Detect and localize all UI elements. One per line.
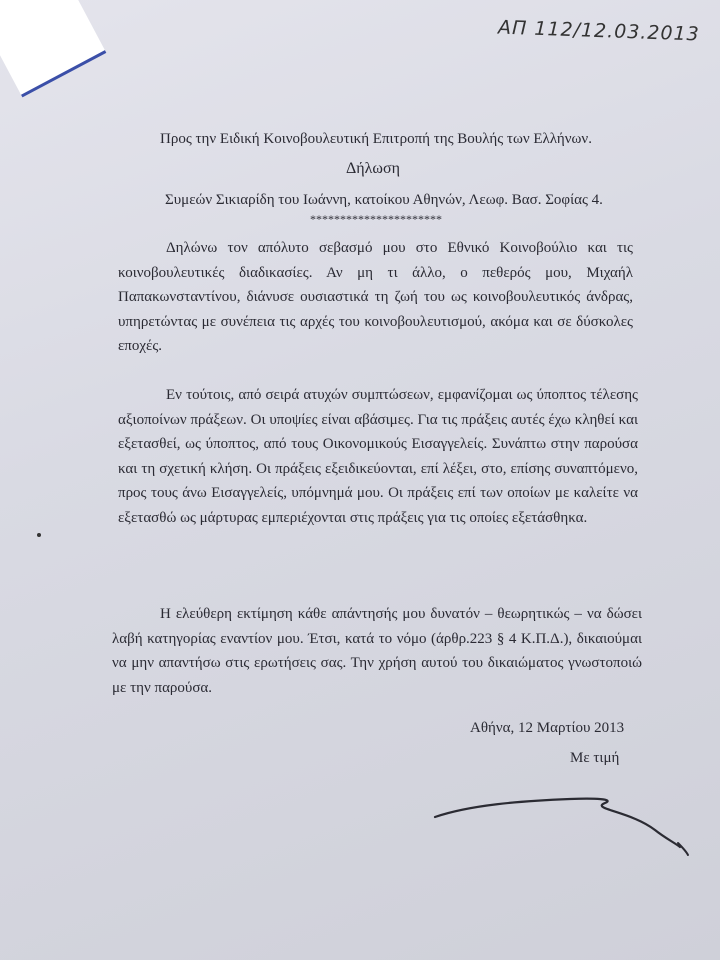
closing-greeting: Με τιμή (570, 750, 620, 766)
paragraph-2 (118, 383, 638, 530)
signature (430, 785, 700, 865)
paragraph-2-text: Εν τούτοις, από σειρά ατυχών συμπτώσεων, εμφανίζομαι ως ύποπτος τέλεσης αξιοποίνων πράξεων. Οι υποψίες είναι αβάσιμες. Για τις πράξεις αυτές έχω κληθεί και εξετασθεί, ως ύποπτος, από τους Οικονομικούς Εισαγγελείς. Συνάπτω στην παρούσα και τη σχετική κλήση. Οι πράξεις εξειδικεύονται, επί λέξει, στο, επίσης συναπτόμενο, προς τους άνω Εισαγγελείς, υπόμνημά μου. Οι πράξεις επί των οποίων με καλείτε να εξετασθώ ως μάρτυρας εμπεριέχονται στις πράξεις για τις οποίες εξετάσθηκα. (118, 387, 638, 526)
document-title: Δήλωση (346, 160, 400, 177)
protocol-reference: ΑΠ 112/12.03.2013 (497, 16, 701, 46)
paragraph-3-text: Η ελεύθερη εκτίμηση κάθε απάντησής μου δυνατόν – θεωρητικώς – να δώσει λαβή κατηγορίας εναντίον μου. Έτσι, κατά το νόμο (άρθρ.223 § 4 Κ.Π.Δ.), δικαιούμαι να μην απαντήσω στις ερωτήσεις σας. Την χρήση αυτού του δικαιώματος γνωστοποιώ με την παρούσα. (112, 606, 642, 696)
sender-line: Συμεών Σικιαρίδη του Ιωάννη, κατοίκου Αθηνών, Λεωφ. Βασ. Σοφίας 4. (165, 192, 603, 208)
separator-line: ********************** (310, 212, 442, 226)
paragraph-3 (112, 602, 642, 700)
paragraph-1-text: Δηλώνω τον απόλυτο σεβασμό μου στο Εθνικό Κοινοβούλιο και τις κοινοβουλευτικές διαδικασίες. Αν μη τι άλλο, ο πεθερός μου, Μιχαήλ Παπακωνσταντίνου, διάνυσε ουσιαστικά τη ζωή του ως κοινοβουλευτικός άνδρας, υπηρετώντας με συνέπεια τις αρχές του κοινοβουλευτισμού, ακόμα και σε δύσκολες εποχές. (118, 240, 633, 354)
place-date: Αθήνα, 12 Μαρτίου 2013 (470, 720, 625, 736)
paper-corner (0, 0, 106, 97)
addressee-line: Προς την Ειδική Κοινοβουλευτική Επιτροπή της Βουλής των Ελλήνων. (160, 131, 592, 147)
margin-mark (37, 533, 41, 537)
paragraph-1 (118, 236, 633, 359)
